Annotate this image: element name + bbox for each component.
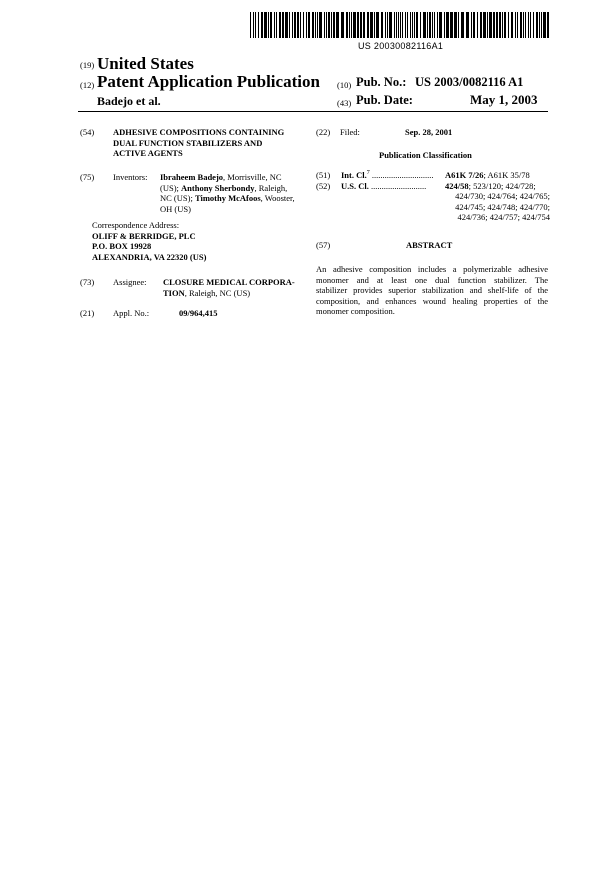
barcode <box>250 12 550 38</box>
abstract-line: monomer and at least one dual function stabilizer. The <box>316 274 548 285</box>
barcode-number: US 20030082116A1 <box>358 41 444 51</box>
abstract-line: composition, and enhances wound healing properties of the <box>316 295 548 306</box>
us-cl-rest: ; 523/120; 424/728; <box>468 181 536 191</box>
int-cl-sup: 7 <box>366 170 370 177</box>
filed-date: Sep. 28, 2001 <box>405 127 453 137</box>
us-cl-more <box>400 191 550 223</box>
inventor-short: Badejo et al. <box>97 94 161 108</box>
abstract-line: monomer composition. <box>316 306 395 316</box>
int-cl <box>341 170 434 180</box>
int-cl-label: Int. Cl. <box>341 170 367 180</box>
int-cl-main: A61K 7/26 <box>445 170 484 180</box>
title-line: ADHESIVE COMPOSITIONS CONTAINING <box>113 127 285 137</box>
inventor-location: , Raleigh, <box>254 182 288 193</box>
us-cl-line: 424/736; 424/757; 424/754 <box>457 212 550 222</box>
appl-label: Appl. No.: <box>113 308 150 318</box>
assignee <box>163 277 295 298</box>
code-12: (12) <box>80 80 95 90</box>
pub-date: May 1, 2003 <box>470 92 538 107</box>
inventor-location: , Wooster, <box>260 193 295 203</box>
appl-no: 09/964,415 <box>179 308 218 318</box>
inventor-location: (US); <box>160 182 182 193</box>
int-cl-dots: ............................. <box>369 170 434 180</box>
code-51: (51) <box>316 170 331 180</box>
filed-label: Filed: <box>340 127 360 137</box>
correspondence-line: P.O. BOX 19928 <box>92 241 152 251</box>
inventor-name: Timothy McAfoos <box>194 193 261 203</box>
code-19: (19) <box>80 60 95 70</box>
pub-no-label: Pub. No.: <box>356 75 407 89</box>
code-57: (57) <box>316 240 331 250</box>
code-10: (10) <box>337 80 352 90</box>
inventors-label: Inventors: <box>113 172 148 182</box>
correspondence-line: OLIFF & BERRIDGE, PLC <box>92 230 196 241</box>
us-cl-main: 424/58 <box>445 181 469 191</box>
us-cl-line: 424/745; 424/748; 424/770; <box>455 201 550 212</box>
int-cl-rest: ; A61K 35/78 <box>483 170 530 180</box>
abstract-line: stabilizer provides superior stabilization and shelf-life of the <box>316 285 548 295</box>
pub-no: US 2003/0082116 A1 <box>415 75 524 89</box>
correspondence-label: Correspondence Address: <box>92 220 180 230</box>
code-43: (43) <box>337 98 352 108</box>
int-cl-values <box>445 170 530 180</box>
code-73: (73) <box>80 277 95 287</box>
abstract-line: An adhesive composition includes a polymerizable adhesive <box>316 264 548 274</box>
code-22: (22) <box>316 127 331 137</box>
title-line: DUAL FUNCTION STABILIZERS AND <box>113 137 263 148</box>
inventor-location: NC (US); <box>160 193 195 203</box>
inventors <box>160 172 295 214</box>
inventor-name: Anthony Sherbondy <box>181 182 255 193</box>
header-rule <box>78 111 548 112</box>
pub-class-heading: Publication Classification <box>379 150 472 160</box>
us-cl-dots: .......................... <box>368 181 427 191</box>
assignee-name: TION <box>163 287 185 298</box>
assignee-label: Assignee: <box>113 277 147 287</box>
code-52: (52) <box>316 181 331 191</box>
code-21: (21) <box>80 308 95 318</box>
doc-type: Patent Application Publication <box>97 72 320 91</box>
assignee-location: , Raleigh, NC (US) <box>184 287 251 298</box>
code-75: (75) <box>80 172 95 182</box>
code-54: (54) <box>80 127 95 137</box>
us-cl-label: U.S. Cl. <box>341 181 369 191</box>
us-cl-values <box>445 181 536 191</box>
us-cl-line: 424/730; 424/764; 424/765; <box>455 191 550 201</box>
us-cl <box>341 181 426 191</box>
abstract-body <box>316 264 548 306</box>
inventor-name: Ibraheem Badejo <box>160 172 224 182</box>
correspondence-line: ALEXANDRIA, VA 22320 (US) <box>92 251 207 262</box>
correspondence <box>92 220 206 262</box>
inventor-location: , Morrisville, NC <box>223 172 282 182</box>
title <box>113 127 284 159</box>
country: United States <box>97 54 194 73</box>
title-line: ACTIVE AGENTS <box>113 148 183 158</box>
inventor-location: OH (US) <box>160 203 191 214</box>
abstract-heading: ABSTRACT <box>406 240 453 250</box>
assignee-name: CLOSURE MEDICAL CORPORA- <box>163 277 295 287</box>
pub-date-label: Pub. Date: <box>356 93 413 107</box>
